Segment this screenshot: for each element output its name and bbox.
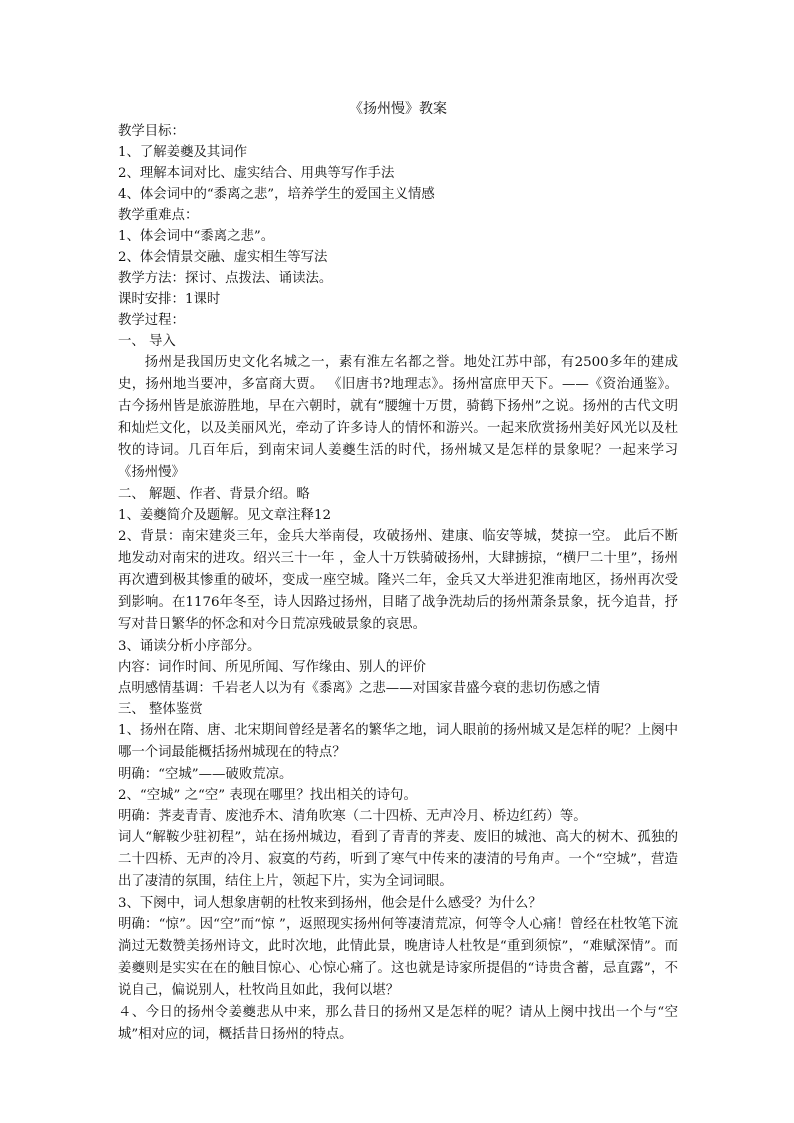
intro-paragraph: 扬州是我国历史文化名城之一，素有淮左名都之誉。地处江苏中部，有2500多年的建成史，扬州地当要冲，多富商大贾。 《旧唐书?地理志》。扬州富庶甲天下。——《资治通鉴》。古今扬州皆是旅游胜地，早在六朝时，就有“腰缠十万贯，骑鹤下扬州”之说。扬州的古代文明和灿烂文化，以及美丽风光，牵动了许多诗人的情怀和游兴。一起来欣赏扬州美好风光以及杜牧的诗词。几百年后，到南宋词人姜夔生活的时代，扬州城又是怎样的景象呢？一起来学习《扬州慢》: [118, 355, 678, 480]
question-paragraph: ４、今日的扬州令姜夔悲从中来，那么昔日的扬州又是怎样的呢？请从上阕中找出一个与“空城”相对应的词，概括昔日扬州的特点。: [118, 1005, 678, 1042]
step-heading-appreciation: 三、 整体鉴赏: [118, 702, 203, 717]
preface-analysis-item: 3、诵读分析小序部分。: [118, 639, 261, 654]
key-point-item: 2、体会情景交融、虚实相生等写法: [118, 250, 328, 265]
objective-item: 4、体会词中的“黍离之悲”，培养学生的爱国主义情感: [118, 187, 435, 202]
question-line: 3、下阕中，词人想象唐朝的杜牧来到扬州，他会是什么感受？为什么？: [118, 896, 542, 911]
question-paragraph: 1、扬州在隋、唐、北宋期间曾经是著名的繁华之地，词人眼前的扬州城又是怎样的呢？上阕中哪一个词最能概括扬州城现在的特点？: [118, 723, 678, 760]
step-heading-intro: 一、 导入: [118, 334, 176, 349]
question-line: 2、“空城” 之“空” 表现在哪里？找出相关的诗句。: [118, 788, 417, 803]
teaching-methods: 教学方法：探讨、点拨法、诵读法。: [118, 271, 333, 286]
document-page: [118, 99, 678, 1046]
answer-line: 明确：荠麦青青、废池乔木、清角吹寒（二十四桥、无声冷月、桥边红药）等。: [118, 809, 587, 824]
key-point-item: 1、体会词中“黍离之悲”。: [118, 229, 275, 244]
step-heading-background: 二、 解题、作者、背景介绍。略: [118, 487, 310, 502]
content-line: 内容：词作时间、所见所闻、写作缘由、别人的评价: [118, 660, 426, 675]
background-item: 1、姜夔简介及题解。见文章注释12: [118, 508, 332, 523]
document-title: 《扬州慢》教案: [349, 101, 447, 117]
background-paragraph: 2、背景：南宋建炎三年，金兵大举南侵，攻破扬州、建康、临安等城，焚掠一空。 此后不断地发动对南宋的进攻。绍兴三十一年 ，金人十万铁骑破扬州，大肆掳掠，“横尸二十里”，扬州再次遭到极其惨重的破坏，变成一座空城。隆兴二年，金兵又大举进犯淮南地区，扬州再次受到影响。在1176年冬至，诗人因路过扬州，目睹了战争洗劫后的扬州萧条景象，抚今追昔，抒写对昔日繁华的怀念和对今日荒凉残破景象的哀思。: [118, 529, 678, 632]
section-heading-key-points: 教学重难点：: [118, 208, 199, 223]
section-heading-process: 教学过程：: [118, 313, 185, 328]
answer-line: 明确：“空城”——破败荒凉。: [118, 767, 293, 782]
analysis-paragraph: 词人“解鞍少驻初程”，站在扬州城边，看到了青青的荠麦、废旧的城池、高大的树木、孤独的二十四桥、无声的冷月、寂寞的芍药，听到了寒气中传来的凄清的号角声。一个“空城”，营造出了凄清的氛围，结住上片，领起下片，实为全词词眼。: [118, 830, 678, 889]
lesson-schedule: 课时安排：1课时: [118, 292, 221, 307]
objective-item: 2、理解本词对比、虚实结合、用典等写作手法: [118, 166, 395, 181]
objective-item: 1、了解姜夔及其词作: [118, 145, 248, 160]
emotional-tone-line: 点明感情基调：千岩老人以为有《黍离》之悲——对国家昔盛今衰的悲切伤感之情: [118, 681, 601, 696]
answer-paragraph: 明确：“惊”。因“空”而“惊 ”，返照现实扬州何等凄清荒凉，何等令人心痛！曾经在杜牧笔下流淌过无数赞美扬州诗文，此时次地，此情此景，晚唐诗人杜牧是“重到须惊”，“难赋深情”。而姜夔则是实实在在的触目惊心、心惊心痛了。这也就是诗家所提倡的“诗贵含蓄，忌直露”，不说自己，偏说别人，杜牧尚且如此，我何以堪？: [118, 917, 678, 998]
section-heading-objectives: 教学目标：: [118, 124, 185, 139]
